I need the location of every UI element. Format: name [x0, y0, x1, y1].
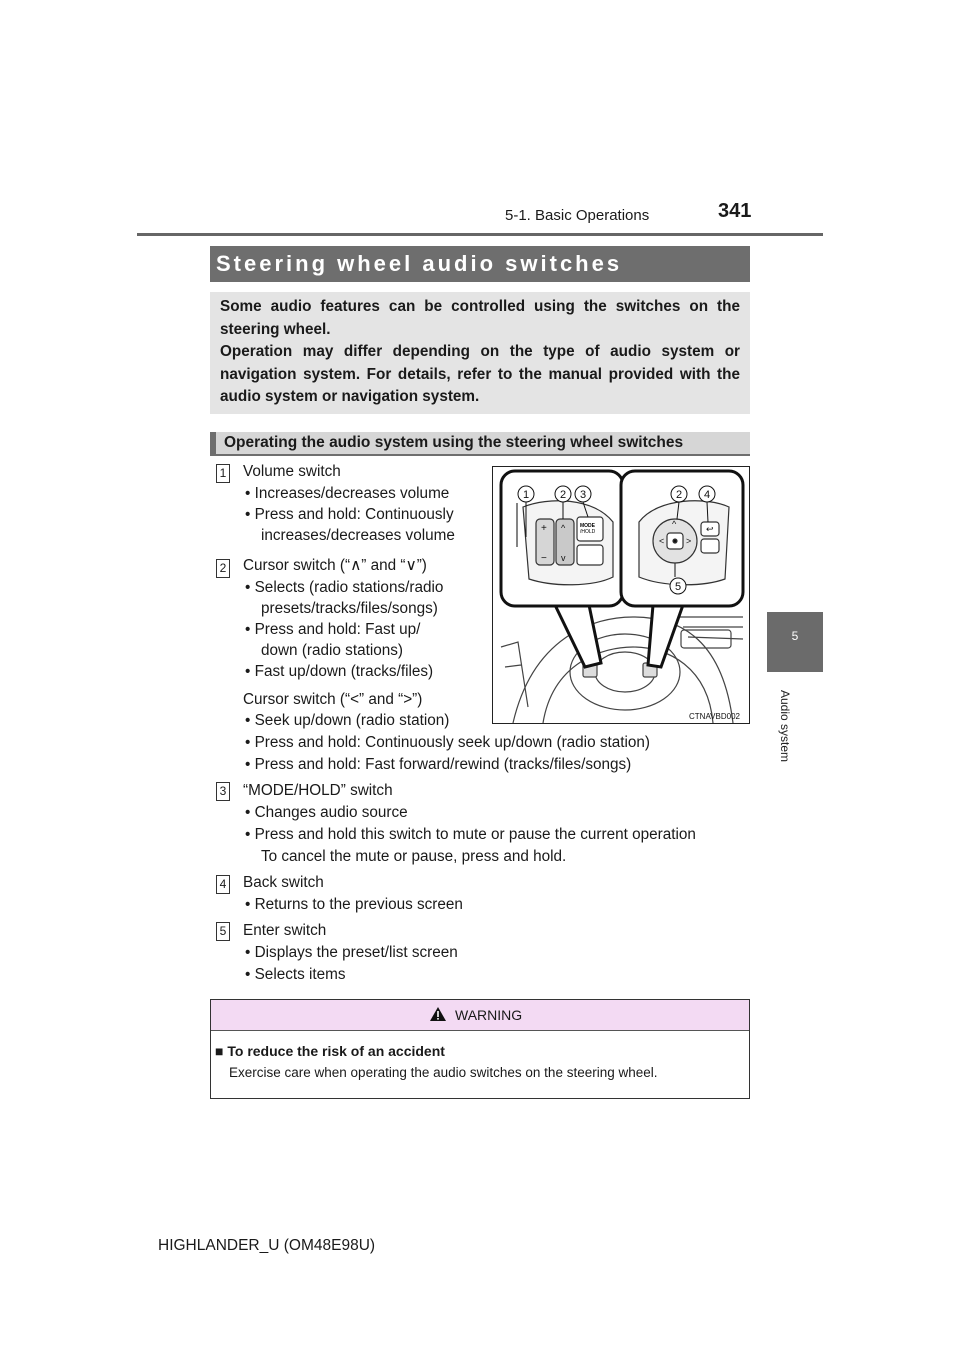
svg-text:+: + [541, 523, 547, 534]
warning-header [211, 1000, 749, 1031]
item-title-mode-hold-switch: “MODE/HOLD” switch [243, 782, 393, 799]
header-rule [137, 233, 823, 236]
steering-wheel-switch-diagram [492, 466, 750, 724]
bullet-item: • Press and hold: Fast forward/rewind (tracks/files/songs) [245, 756, 632, 773]
bullet-item: • Returns to the previous screen [245, 896, 463, 913]
bullet-item: • Press and hold: Fast up/ [245, 621, 421, 638]
bullet-item: • Displays the preset/list screen [245, 944, 458, 961]
svg-text:<: < [659, 536, 665, 546]
warning-text: Exercise care when operating the audio switches on the steering wheel. [229, 1065, 658, 1080]
bullet-item: • Selects (radio stations/radio [245, 579, 444, 596]
steering-wheel-illustration [493, 467, 749, 723]
callout-number: 1 [522, 489, 530, 501]
svg-text:>: > [686, 536, 692, 546]
item-number-5: 5 [216, 922, 230, 941]
svg-text:^: ^ [672, 519, 677, 529]
callout-number: 3 [579, 489, 587, 501]
item-title-enter-switch: Enter switch [243, 922, 327, 939]
bullet-continuation: To cancel the mute or pause, press and hold. [261, 848, 567, 865]
item-number-1: 1 [216, 464, 230, 483]
bullet-item: • Press and hold: Continuously seek up/down (radio station) [245, 734, 651, 751]
footer-model-code: HIGHLANDER_U (OM48E98U) [158, 1237, 376, 1254]
intro-box [210, 292, 750, 414]
chapter-number: 5 [791, 629, 799, 643]
chapter-label: Audio system [778, 690, 792, 763]
chapter-tab[interactable] [767, 612, 823, 672]
page-number: 341 [718, 200, 752, 222]
bullet-continuation: down (radio stations) [261, 642, 403, 659]
bullet-item: • Press and hold this switch to mute or pause the current operation [245, 826, 696, 843]
item-number-4: 4 [216, 875, 230, 894]
item-title-cursor-switch-lr: Cursor switch (“<” and “>”) [243, 691, 423, 708]
svg-text:−: − [541, 553, 547, 564]
warning-triangle-icon [429, 1006, 447, 1022]
callout-number: 4 [703, 489, 711, 501]
callout-number: 5 [674, 581, 682, 593]
intro-paragraph-2: Operation may differ depending on the type of audio system or navigation system. For details, refer to the manual provided with the audio system or navigation system. [220, 343, 740, 405]
item-number-2: 2 [216, 559, 230, 578]
section-reference: 5-1. Basic Operations [505, 207, 650, 224]
figure-code: CTNAVBD002 [689, 712, 740, 721]
bullet-continuation: increases/decreases volume [261, 527, 455, 544]
warning-box [210, 999, 750, 1099]
mode-switch-label: MODE [580, 523, 595, 529]
svg-text:↩: ↩ [706, 524, 714, 534]
svg-text:v: v [561, 553, 566, 563]
bullet-item: • Seek up/down (radio station) [245, 712, 450, 729]
callout-number: 2 [559, 489, 567, 501]
hold-switch-label: /HOLD [580, 529, 596, 535]
intro-paragraph-1: Some audio features can be controlled using the switches on the steering wheel. [220, 298, 740, 338]
subheading: Operating the audio system using the steering wheel switches [210, 432, 750, 456]
svg-text:^: ^ [561, 523, 566, 533]
warning-title: ■ To reduce the risk of an accident [215, 1043, 445, 1059]
page-title: Steering wheel audio switches [210, 246, 750, 282]
bullet-continuation: presets/tracks/files/songs) [261, 600, 438, 617]
item-title-volume-switch: Volume switch [243, 463, 341, 480]
item-title-cursor-switch: Cursor switch (“∧” and “∨”) [243, 557, 427, 574]
item-title-back-switch: Back switch [243, 874, 324, 891]
callout-number: 2 [675, 489, 683, 501]
bullet-item: • Fast up/down (tracks/files) [245, 663, 434, 680]
bullet-item: • Changes audio source [245, 804, 408, 821]
item-number-3: 3 [216, 782, 230, 801]
bullet-item: • Selects items [245, 966, 346, 983]
bullet-item: • Press and hold: Continuously [245, 506, 454, 523]
bullet-item: • Increases/decreases volume [245, 485, 450, 502]
warning-heading: WARNING [455, 1007, 523, 1023]
